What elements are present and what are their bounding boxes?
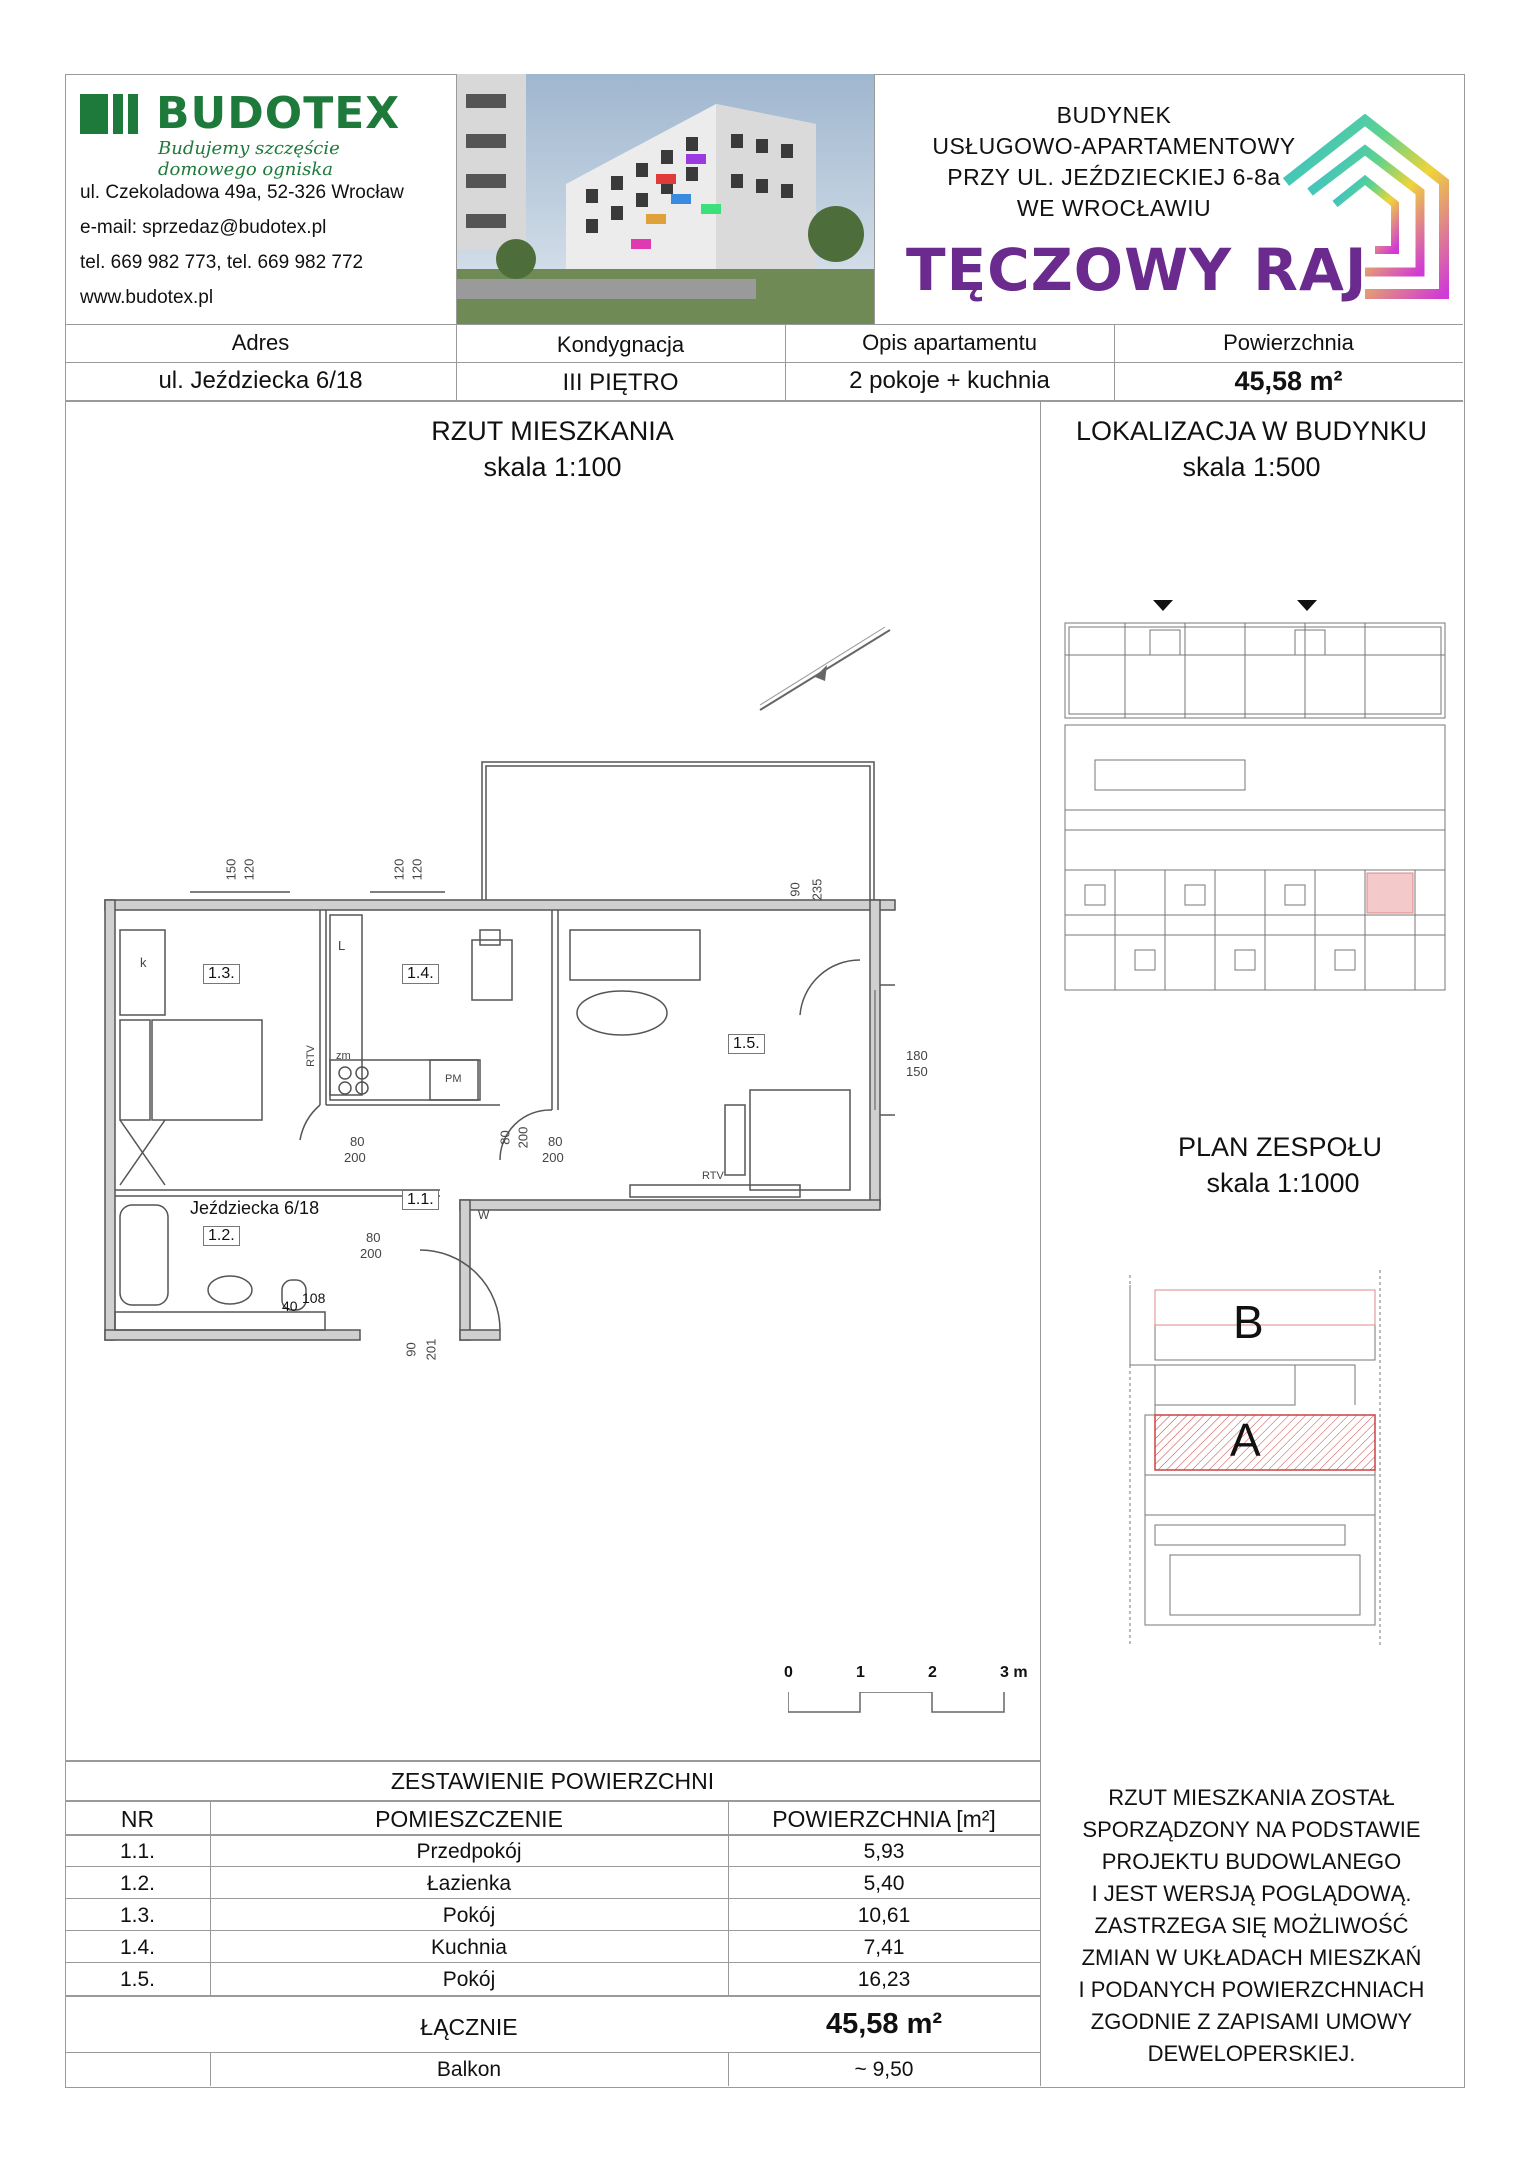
project-line-2: USŁUGOWO-APARTAMENTOWY: [932, 133, 1296, 159]
dim-window-2-width: 120: [391, 858, 407, 881]
room-1-5-label: 1.5.: [728, 1034, 765, 1054]
dim-door-3-height: 200: [542, 1150, 564, 1165]
site-scale: skala 1:1000: [1206, 1168, 1360, 1198]
fixture-k: k: [140, 955, 147, 970]
row-5-nr: 1.5.: [119, 1968, 156, 1991]
logo-text: BUDOTEX: [156, 88, 401, 139]
row-1-nr: 1.1.: [119, 1840, 156, 1863]
dim-entry-door-height: 201: [423, 1338, 439, 1361]
row-1-area: 5,93: [863, 1840, 905, 1863]
note-line: DEWELOPERSKIEJ.: [1147, 2041, 1356, 2066]
location-scale: skala 1:500: [1182, 452, 1321, 482]
info-header-description: Opis apartamentu: [862, 330, 1037, 355]
scale-3: 3 m: [1000, 1664, 1028, 1681]
dim-door-1-width: 80: [350, 1134, 365, 1149]
note-line: ZASTRZEGA SIĘ MOŻLIWOŚĆ: [1094, 1913, 1409, 1938]
info-address: ul. Jeździecka 6/18: [158, 367, 363, 394]
scale-1: 1: [856, 1664, 865, 1681]
dim-x1: 40: [282, 1298, 298, 1314]
site-plan: [1125, 1265, 1400, 1650]
project-brand: TĘCZOWY RAJ: [906, 236, 1368, 304]
scale-2: 2: [928, 1664, 937, 1681]
dim-x2: 108: [302, 1290, 326, 1306]
row-5-name: Pokój: [442, 1968, 496, 1991]
site-title: PLAN ZESPOŁU: [1177, 1132, 1383, 1162]
scale-0: 0: [784, 1664, 793, 1681]
summary-header-area: POWIERZCHNIA [m²]: [772, 1806, 996, 1832]
info-area: 45,58 m²: [1234, 366, 1343, 396]
dim-door-2-height: 200: [515, 1126, 531, 1149]
unit-label: Jeździecka 6/18: [190, 1198, 320, 1218]
dim-window-3-width: 180: [906, 1048, 928, 1063]
dim-door-3-width: 80: [548, 1134, 563, 1149]
dim-balcony-door-height: 235: [809, 878, 825, 901]
fixture-rtv-kitchen: RTV: [304, 1045, 317, 1067]
info-header-floor: Kondygnacja: [556, 332, 685, 357]
building-a-label: A: [1230, 1414, 1261, 1466]
scale-bar: [770, 1660, 1040, 1740]
balcony-value: ~ 9,50: [854, 2058, 914, 2081]
note-line: SPORZĄDZONY NA PODSTAWIE: [1082, 1817, 1421, 1842]
row-2-name: Łazienka: [426, 1872, 512, 1895]
north-arrow-icon: [755, 625, 895, 715]
company-phones: tel. 669 982 773, tel. 669 982 772: [80, 252, 364, 273]
building-b-label: B: [1233, 1296, 1264, 1348]
highlighted-apartment: [1367, 873, 1413, 913]
row-4-name: Kuchnia: [431, 1936, 507, 1959]
disclaimer-note: [1040, 1782, 1463, 2070]
fixture-rtv: RTV: [702, 1170, 724, 1182]
fixture-l: L: [338, 938, 346, 953]
plan-title: RZUT MIESZKANIA: [431, 416, 674, 446]
row-3-name: Pokój: [442, 1904, 496, 1927]
balcony-label: Balkon: [436, 2058, 502, 2081]
info-description: 2 pokoje + kuchnia: [849, 367, 1050, 394]
location-title: LOKALIZACJA W BUDYNKU: [1075, 416, 1428, 446]
row-4-nr: 1.4.: [119, 1936, 156, 1959]
summary-title: ZESTAWIENIE POWIERZCHNI: [390, 1768, 715, 1794]
company-email[interactable]: e-mail: sprzedaz@budotex.pl: [80, 217, 327, 238]
note-line: ZGODNIE Z ZAPISAMI UMOWY: [1090, 2009, 1413, 2034]
fixture-w: W: [478, 1208, 490, 1222]
dim-entry-door-width: 90: [403, 1342, 419, 1357]
dim-door-4-width: 80: [366, 1230, 381, 1245]
note-line: ZMIAN W UKŁADACH MIESZKAŃ: [1081, 1945, 1422, 1970]
fixture-pm: PM: [445, 1073, 462, 1085]
summary-header-room: POMIESZCZENIE: [375, 1806, 563, 1832]
row-2-nr: 1.2.: [119, 1872, 156, 1895]
info-header-area: Powierzchnia: [1223, 330, 1354, 355]
building-location-plan: [1055, 595, 1455, 995]
total-value: 45,58 m²: [825, 2008, 943, 2040]
floor-plan: [100, 760, 928, 1361]
dim-balcony-door-width: 90: [787, 882, 803, 897]
dim-window-1-width: 150: [223, 858, 239, 881]
note-line: PROJEKTU BUDOWLANEGO: [1101, 1849, 1402, 1874]
room-1-3-label: 1.3.: [203, 964, 240, 984]
project-line-3: PRZY UL. JEŹDZIECKIEJ 6-8a: [947, 164, 1281, 190]
dim-window-2-height: 120: [409, 858, 425, 881]
row-4-area: 7,41: [863, 1936, 905, 1959]
dim-door-4-height: 200: [360, 1246, 382, 1261]
building-a-highlight: [1155, 1415, 1375, 1470]
row-3-nr: 1.3.: [119, 1904, 156, 1927]
plan-scale: skala 1:100: [483, 452, 622, 482]
room-1-1-label: 1.1.: [402, 1190, 439, 1210]
dim-door-1-height: 200: [344, 1150, 366, 1165]
room-1-4-label: 1.4.: [402, 964, 439, 984]
row-1-name: Przedpokój: [416, 1840, 522, 1863]
company-address: ul. Czekoladowa 49a, 52-326 Wrocław: [80, 182, 404, 203]
logo-mark-icon: [80, 94, 150, 138]
tagline: Budujemy szczęście domowego ogniska: [158, 138, 340, 180]
note-line: I JEST WERSJĄ POGLĄDOWĄ.: [1091, 1881, 1412, 1906]
dim-window-3-height: 150: [906, 1064, 928, 1079]
note-line: I PODANYCH POWIERZCHNIACH: [1078, 1977, 1425, 2002]
room-1-2-label: 1.2.: [203, 1226, 240, 1246]
company-website[interactable]: www.budotex.pl: [80, 287, 214, 308]
summary-header-nr: NR: [120, 1806, 155, 1832]
dim-window-1-height: 120: [241, 858, 257, 881]
info-header-address: Adres: [231, 330, 290, 355]
company-logo: [80, 88, 440, 180]
row-3-area: 10,61: [857, 1904, 911, 1927]
rainbow-house-icon: [1280, 112, 1450, 302]
fixture-zm: zm: [336, 1050, 351, 1062]
info-floor: III PIĘTRO: [562, 369, 679, 396]
note-line: RZUT MIESZKANIA ZOSTAŁ: [1108, 1785, 1395, 1810]
row-5-area: 16,23: [857, 1968, 911, 1991]
project-line-1: BUDYNEK: [1056, 102, 1172, 128]
total-label: ŁĄCZNIE: [420, 2014, 518, 2040]
dim-door-2-width: 80: [497, 1130, 513, 1145]
project-line-4: WE WROCŁAWIU: [1016, 195, 1212, 221]
building-rendering: [456, 74, 874, 324]
row-2-area: 5,40: [863, 1872, 905, 1895]
